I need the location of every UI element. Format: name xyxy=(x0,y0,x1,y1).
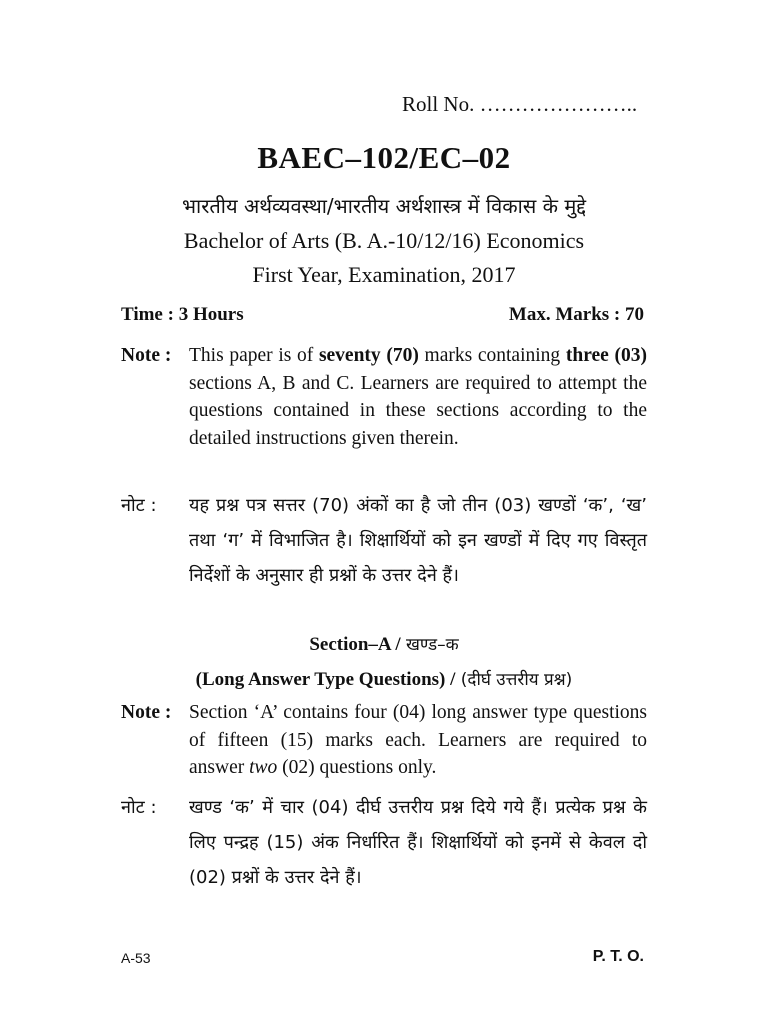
note-text: खण्ड ‘क’ में चार (04) दीर्घ उत्तरीय प्रश्न दिये गये हैं। प्रत्येक प्रश्न के लिए पन्द्रह (15) अंक निर्धारित हैं। शिक्षार्थियों को इनमें से केवल दो (02) प्रश्नों के उत्तर देने हैं। xyxy=(189,797,647,888)
note-italic: two xyxy=(249,757,278,778)
note-text-part: sections A, B and C. Learners are required to attempt the questions contained in these sections according to the detailed instructions given therein. xyxy=(189,372,647,449)
note-text-part: This paper is of xyxy=(189,345,319,366)
course-name: Bachelor of Arts (B. A.-10/12/16) Economics xyxy=(183,228,585,253)
section-a-note-hindi xyxy=(121,790,647,895)
note-text: यह प्रश्न पत्र सत्तर (70) अंकों का है जो तीन (03) खण्डों ‘क’, ‘ख’ तथा ‘ग’ में विभाजित है। शिक्षार्थियों को इन खण्डों में दिए गए विस्तृत निर्देशों के अनुसार ही प्रश्नों के उत्तर देने हैं। xyxy=(189,495,647,586)
note-label: Note : xyxy=(121,345,172,366)
note-text xyxy=(189,342,647,452)
note-emphasis: three (03) xyxy=(565,345,647,366)
section-title-english: Section–A / xyxy=(309,634,401,655)
roll-number-field: Roll No. ………………….. xyxy=(402,92,638,116)
section-subtitle-english: (Long Answer Type Questions) / xyxy=(195,669,456,690)
exam-duration: Time : 3 Hours xyxy=(121,304,244,325)
general-note-english xyxy=(121,342,647,452)
page-code: A-53 xyxy=(121,950,151,966)
section-subtitle-hindi: (दीर्घ उत्तरीय प्रश्न) xyxy=(455,670,573,690)
section-a-heading xyxy=(0,632,768,656)
section-title-hindi: खण्ड–क xyxy=(400,635,459,655)
note-label: नोट : xyxy=(121,495,157,516)
note-label: नोट : xyxy=(121,797,157,818)
paper-code: BAEC–102/EC–02 xyxy=(257,140,511,175)
max-marks: Max. Marks : 70 xyxy=(508,304,644,325)
note-text-part: (02) questions only. xyxy=(277,757,437,778)
section-a-note-english xyxy=(121,699,647,782)
please-turn-over: P. T. O. xyxy=(592,948,644,965)
note-label: Note : xyxy=(121,702,172,723)
note-emphasis: seventy (70) xyxy=(318,345,419,366)
paper-title-hindi: भारतीय अर्थव्यवस्था/भारतीय अर्थशास्त्र में विकास के मुद्दे xyxy=(181,194,587,218)
note-text-part: marks containing xyxy=(418,345,566,366)
note-text-part: Section ‘A’ contains four (04) long answer type questions of fifteen (15) marks each. Learners are required to answer xyxy=(189,702,647,778)
note-text xyxy=(189,699,647,782)
general-note-hindi xyxy=(121,488,647,593)
section-a-subheading xyxy=(0,667,768,691)
exam-name: First Year, Examination, 2017 xyxy=(252,262,516,287)
